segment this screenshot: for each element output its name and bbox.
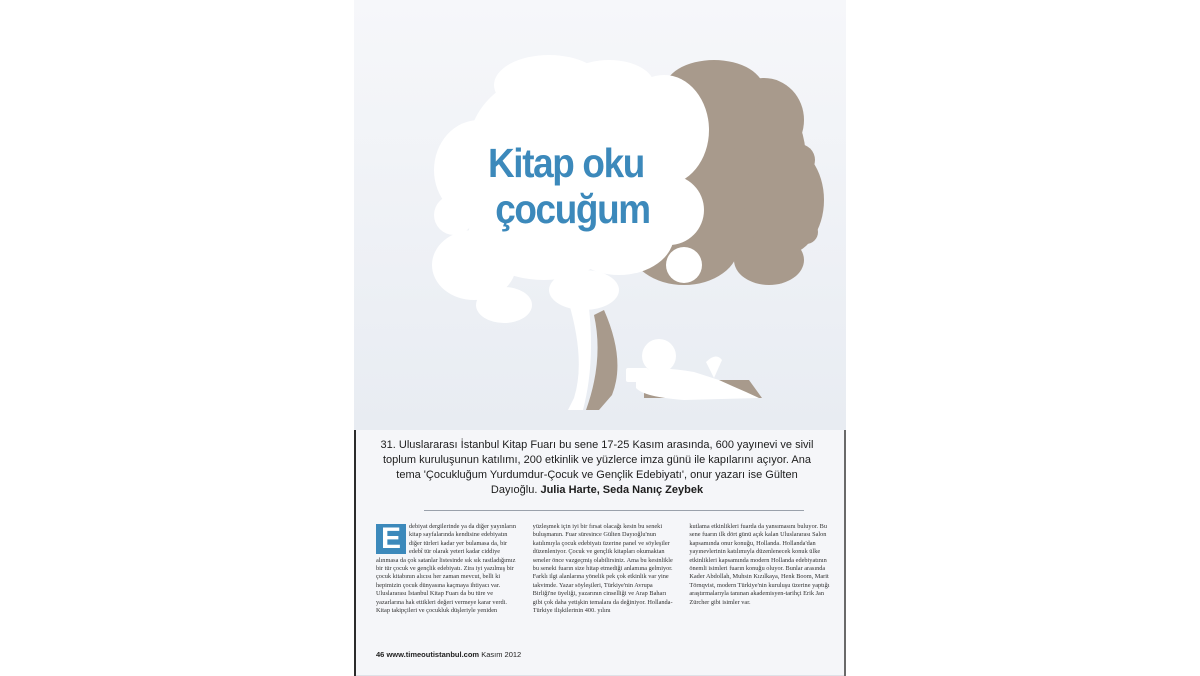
drop-cap: E [376,524,406,554]
body-column-1 [376,523,522,669]
standfirst-text: 31. Uluslararası İstanbul Kitap Fuarı bu sene 17-25 Kasım arasında, 600 yayınevi ve sivil toplum kuruluşunun katılımı, 200 etkinlik ve yüzlerce imza günü ile kapılarını açıyor. Ana tema 'Çocukluğum Yurdumdur-Çocuk ve Gençlik Edebiyatı', onur yazarı ise Gülten Dayıoğlu. [380,439,814,496]
body-paragraph-1 [376,523,519,615]
title-line-2: çocuğum [495,186,650,232]
article-authors: Julia Harte, Seda Nanıç Zeybek [540,484,704,496]
body-text-2: yüzleşmek için iyi bir fırsat olacağı kesin bu seneki buluşmanın. Fuar süresince Gülten Dayıoğlu'nun katılımıyla çocuk edebiyatı üzerine panel ve söyleşiler düzenleniyor. Çocuk ve gençlik kitapları okumaktan seneler önce vazgeçmiş olabilirsiniz. Ama bu kesinlikle bu seneki fuarın size hitap etmediği anlamına gelmiyor. Farklı ilgi alanlarına yönelik pek çok etkinlik var yine takvimde. Yazar söyleşileri, Türkiye'nin Avrupa Birliği'ne üyeliği, yazarının cinselliği ve Arap Baharı gibi çok daha yetişkin temalara da değiniyor. Hollanda-Türkiye ilişkilerinin 400. yılını [532,523,673,615]
page-number: 46 [376,650,385,659]
body-text-1: debiyat dergilerinde ya da diğer yayınların kitap sayfalarında kendisine edebiyatın diğer türleri kadar yer bulamasa da, bir edebî tür olarak yeteri kadar ciddiye alınmasa da çok satanlar listesinde sık sık rastladığımız bir tür çocuk ve gençlik edebiyatı. Zira iyi yazılmış bir çocuk kitabının alıcısı her zaman mevcut, belli ki hepimizin çocuk dünyasına kaçmaya ihtiyacı var. Uluslararası İstanbul Kitap Fuarı da bu türe ve yazarlarına hak ettikleri değeri vermeye karar verdi. Kitap takipçileri ve çocukluk düşleriyle yeniden [376,523,517,615]
body-column-2 [533,523,676,669]
article-standfirst [372,438,822,498]
footer-url[interactable]: www.timeoutistanbul.com [386,650,480,659]
body-text-3: kutlama etkinlikleri fuarda da yansımasını buluyor. Bu sene fuarın ilk dört günü açık kalan Uluslararası Salon kapsamında onur konuğu, Hollanda. Hollanda'dan yayınevlerinin katılımıyla düzenlenecek konuk ülke etkinlikleri kapsamında modern Hollanda edebiyatının önemli isimleri fuarın konuğu oluyor. Bunlar arasında Kader Abdollah, Muhsin Kızılkaya, Henk Boom, Marit Törnqvist, modern Türkiye'nin kuruluşu üzerine yaptığı araştırmalarıyla tanınan akademisyen-tarihçi Erik Jan Zürcher gibi isimler var. [689,523,830,606]
footer-issue: Kasım 2012 [481,650,522,659]
article-body [376,523,832,669]
body-column-3 [689,523,832,669]
divider-rule [424,510,804,511]
title-line-1: Kitap oku [488,140,644,186]
article-title [488,140,668,232]
page-footer [376,650,521,659]
magazine-page [354,0,846,676]
